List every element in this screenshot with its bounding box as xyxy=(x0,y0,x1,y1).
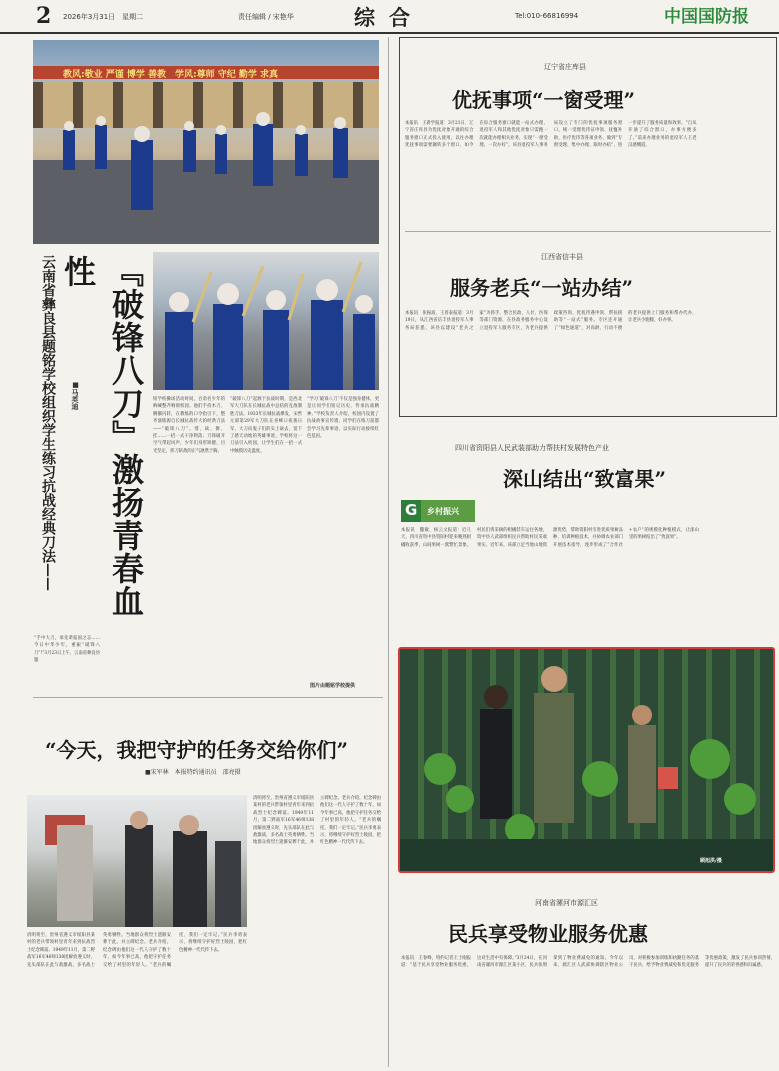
column-tag-label: 乡村振兴 xyxy=(427,506,459,516)
story2-body: 本报讯 王新学报道：3月21日，辽宁省庄库县为优抚对象开通的综合服务窗口正式投入使用。以往办理优抚事项需要辗转多个窗口，如今在综合服务窗口就能一站式办理，退役军人和其他优抚对象只需跑一次就能办理相关业务，实现“一窗受理、一次办好”。该县退役军人事务局设立了专门的优抚事项服务窗口，统一受理优待证申领、抚恤补助、医疗优待等各项业务，做到“专窗受理、集中办理、限时办结”，进一步提升了服务质量和效率。“自从开通了综合窗口，办事方便多了。”前来办理业务的退役军人王老汉感慨道。 xyxy=(405,121,697,149)
veteran-head xyxy=(130,811,148,829)
students-closeup-figure xyxy=(153,252,379,390)
students-group-figure xyxy=(33,110,379,244)
story4-body: 本报讯 魏敏、杨云文报道：近几天，四川省资中县资阳村迎来晚熟柑橘收获季，山间果树一派繁忙景象。村民们将采摘的柑橘装车运往各地，资中县人武部组织民兵帮助村民采收果实。近年来，该部立足当地山地资源优势，帮助资阳村引进优质果树品种、培训种植技术，并协调农业部门开展技术指导，逐步形成了“合作社+农户”的规模化种植模式，让深山里的果树结出了“致富果”。 xyxy=(401,528,699,548)
story4-photographer: 顾旭洪/摄 xyxy=(700,858,722,864)
story4-photo-caption: 3月下旬，新疆和田县人武部组织民兵走进帮扶村温室大棚开展助农活动，图为民兵帮助村民搭建西瓜藤架。 xyxy=(404,841,623,846)
school-motto-text: 教风:敬业 严谨 博学 善教 学风:尊师 守纪 勤学 求真 xyxy=(63,70,278,80)
greenhouse-photo-frame xyxy=(398,647,775,873)
column-divider xyxy=(388,37,389,1067)
editor-credit: 责任编辑 / 宋艳华 xyxy=(238,13,294,21)
issue-date: 2026年3月31日 星期二 xyxy=(63,13,144,21)
story-divider xyxy=(405,231,771,232)
story3-headline: 服务老兵“一站办结” xyxy=(450,276,634,300)
story6-body: 本报讯 王春峰、特约记者王士刚报道：“基于民兵享受物业服务优惠，这对生活中有保障。”3月24日，在河南省漯河市源汇区某小区，民兵张明拿到了物业费减免的通知。今年以来，源汇区人武部协调辖区物业公司，对积极参加训练和执勤任务的基干民兵，给予物业费减免和优先服务等优惠政策，激发了民兵参训热情，提升了民兵的荣誉感和归属感。 xyxy=(401,956,775,969)
story2-kicker: 辽宁省庄库县 xyxy=(544,63,586,71)
story5-byline: ■宋军林 本报特约通讯员 邵亮摄 xyxy=(145,769,241,776)
story1-subtitle: 云南省彝良县题铭学校组织学生练习抗战经典刀法—— xyxy=(40,255,56,591)
section-divider xyxy=(33,697,383,698)
story3-kicker: 江西省信丰县 xyxy=(541,253,583,261)
second-young-man-figure xyxy=(215,841,241,927)
students-sword-practice-photo xyxy=(33,40,379,244)
phone-number: Tel:010-66816994 xyxy=(515,12,579,20)
masthead xyxy=(0,0,779,34)
story5-body: 清明将至，贵州省遵义市绥阳县某村的老兵带领村里青年来到抗战烈士纪念碑前。1949年11月，第二野战军16军46师138团解放遵义时，先头部队在此与敌激战，多名战士英勇牺牲。当地群众将烈士遗骸安葬于此，并立碑纪念。老兵介绍，纪念碑由他们这一代人守护了数十年，如今年事已高，他把守护任务交给了村里的年轻人。“老兵的嘱托，我们一定牢记。”民兵李勇表示，将继续守护好烈士陵园，把红色精神一代代传下去。 xyxy=(27,933,247,968)
story6-headline: 民兵享受物业服务优惠 xyxy=(448,922,648,946)
story5-body-continued: 清明将至，贵州省遵义市绥阳县某村的老兵带领村里青年来到抗战烈士纪念碑前。1949年11月，第二野战军16军46师138团解放遵义时，先头部队在此与敌激战，多名战士英勇牺牲。当地群众将烈士遗骸安葬于此，并立碑纪念。老兵介绍，纪念碑由他们这一代人守护了数十年，如今年事已高，他把守护任务交给了村里的年轻人。“老兵的嘱托，我们一定牢记。”民兵李勇表示，将继续守护好烈士陵园，把红色精神一代代传下去。 xyxy=(253,796,381,846)
story6-kicker: 河南省漯河市源汇区 xyxy=(535,899,598,907)
memorial-stele xyxy=(57,825,93,921)
veterans-memorial-photo xyxy=(27,795,247,927)
column-logo-icon: G xyxy=(405,501,418,519)
story2-headline: 优抚事项“一窗受理” xyxy=(452,88,636,112)
newspaper-logo: 中国国防报 xyxy=(664,7,749,27)
story1-paragraph-3: “学习‘破锋八刀’不仅是强身健体，更是让同学们铭记历史、传承抗战精神。”学校负责人介绍，校园内设置了抗战故事宣传墙，同学们在练刀前都会学习先辈事迹，以实际行动接续红色基因。 xyxy=(307,397,379,440)
story4-kicker: 四川省资阳县人民武装部助力帮扶村发展特色产业 xyxy=(455,444,609,452)
young-man-figure xyxy=(173,831,207,927)
story1-intro: “手中大刀，承先辈报国之志……今日中华少年，重振“破锋八刀”!”3月23日上午，云南省彝良县题 xyxy=(34,636,100,664)
story3-body: 本报讯 张振波、王普泰报道：3月19日，从江西省信丰县退役军人事务局获悉，该县以建设“老兵之家”为抓手，整合民政、人社、医保等部门资源，在县政务服务中心设立退役军人服务专区，为老兵提供政策咨询、优抚待遇申领、帮扶援助等“一站式”服务。专区还开通了“绿色通道”，对高龄、行动不便的老兵提供上门服务和帮办代办，让老兵少跑腿、好办事。 xyxy=(405,311,697,331)
story1-paragraph-2: “破锋八刀”起源于抗战时期，是西北军大刀队在长城抗战中总结的克敌制胜刀法。1933年长城抗战爆发，宋哲元部第29军大刀队在喜峰口夜袭日军，大刀向鬼子们的头上砍去，留下了感天动地的英雄事迹。学校将这一刀法引入校园，让学生们在一招一式中触摸历史温度。 xyxy=(230,397,302,454)
rural-revitalization-tag xyxy=(401,500,475,522)
story1-photo-credit: 图片由题铭学校提供 xyxy=(310,683,356,689)
story4-headline: 深山结出“致富果” xyxy=(503,467,667,491)
students-closeup-photo xyxy=(153,252,379,390)
soldiers-helping-figure xyxy=(400,649,773,839)
story5-headline: “今天，我把守护的任务交给你们” xyxy=(45,738,349,762)
page-number: 2 xyxy=(36,3,52,29)
story1-headline: 『破锋八刀』激扬青春血性 xyxy=(59,255,145,618)
section-name: 综合 xyxy=(354,5,424,30)
young-man-head xyxy=(179,815,199,835)
veteran-figure xyxy=(125,825,153,927)
story1-paragraph-1: 铭学校操场活动时间，百余名少年的呐喊整齐响彻校园。他们手持木刀、腾挪闪转，在教练的口令指引下，整齐演练源自长城抗战传大的经典刀法——“破锋八刀”。劈、砍、撩、挂……一招一式干净利落；刀锋破开空气带起风声，少年们身形矫健，目光坚定，挥刀斩敌的正气凛然于胸。 xyxy=(153,397,225,454)
story1-byline: ■马英迪 xyxy=(71,380,80,410)
